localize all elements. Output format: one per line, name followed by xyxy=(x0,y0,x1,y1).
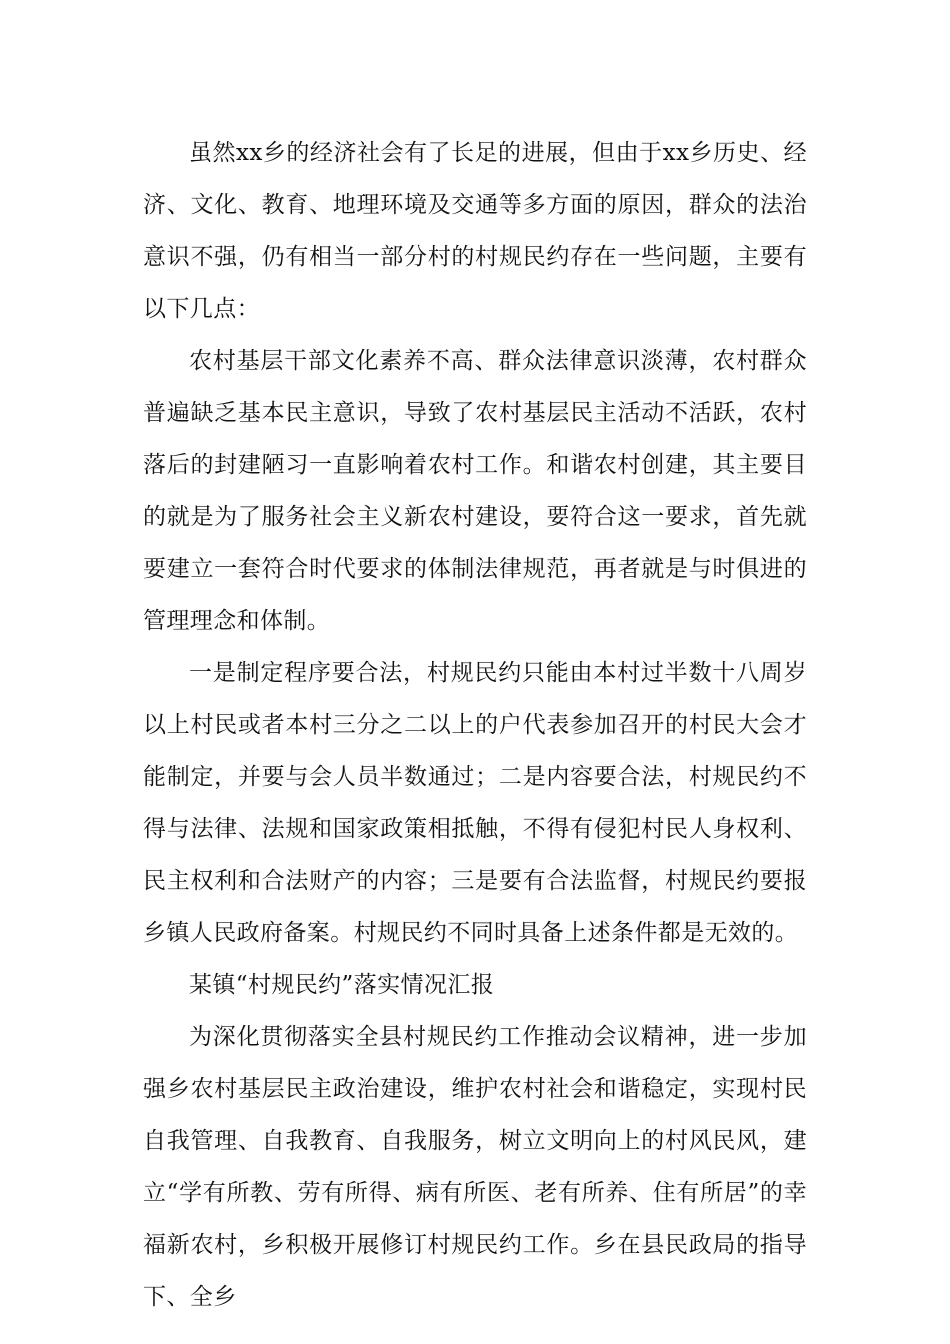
document-body xyxy=(143,127,807,1323)
section-heading: 某镇“村规民约”落实情况汇报 xyxy=(189,972,495,998)
paragraph-implementation-report: 为深化贯彻落实全县村规民约工作推动会议精神，进一步加强乡农村基层民主政治建设，维护农村社会和谐稳定，实现村民自我管理、自我教育、自我服务，树立文明向上的村风民风，建立“学有所教、劳有所得、病有所医、老有所养、住有所居”的幸福新农村，乡积极开展修订村规民约工作。乡在县民政局的指导下、全乡 xyxy=(143,1024,807,1310)
paragraph-legal-requirements: 一是制定程序要合法，村规民约只能由本村过半数十八周岁以上村民或者本村三分之二以上的户代表参加召开的村民大会才能制定，并要与会人员半数通过；二是内容要合法，村规民约不得与法律、法规和国家政策相抵触，不得有侵犯村民人身权利、民主权利和合法财产的内容；三是要有合法监督，村规民约要报乡镇人民政府备案。村规民约不同时具备上述条件都是无效的。 xyxy=(143,660,807,946)
paragraph-grassroots-cadres: 农村基层干部文化素养不高、群众法律意识淡薄，农村群众普遍缺乏基本民主意识，导致了农村基层民主活动不活跃，农村落后的封建陋习一直影响着农村工作。和谐农村创建，其主要目的就是为了服务社会主义新农村建设，要符合这一要求，首先就要建立一套符合时代要求的体制法律规范，再者就是与时俱进的管理理念和体制。 xyxy=(143,348,807,634)
paragraph-legal-awareness-intro: 虽然xx乡的经济社会有了长足的进展，但由于xx乡历史、经济、文化、教育、地理环境及交通等多方面的原因，群众的法治意识不强，仍有相当一部分村的村规民约存在一些问题，主要有以下几点： xyxy=(143,140,807,322)
